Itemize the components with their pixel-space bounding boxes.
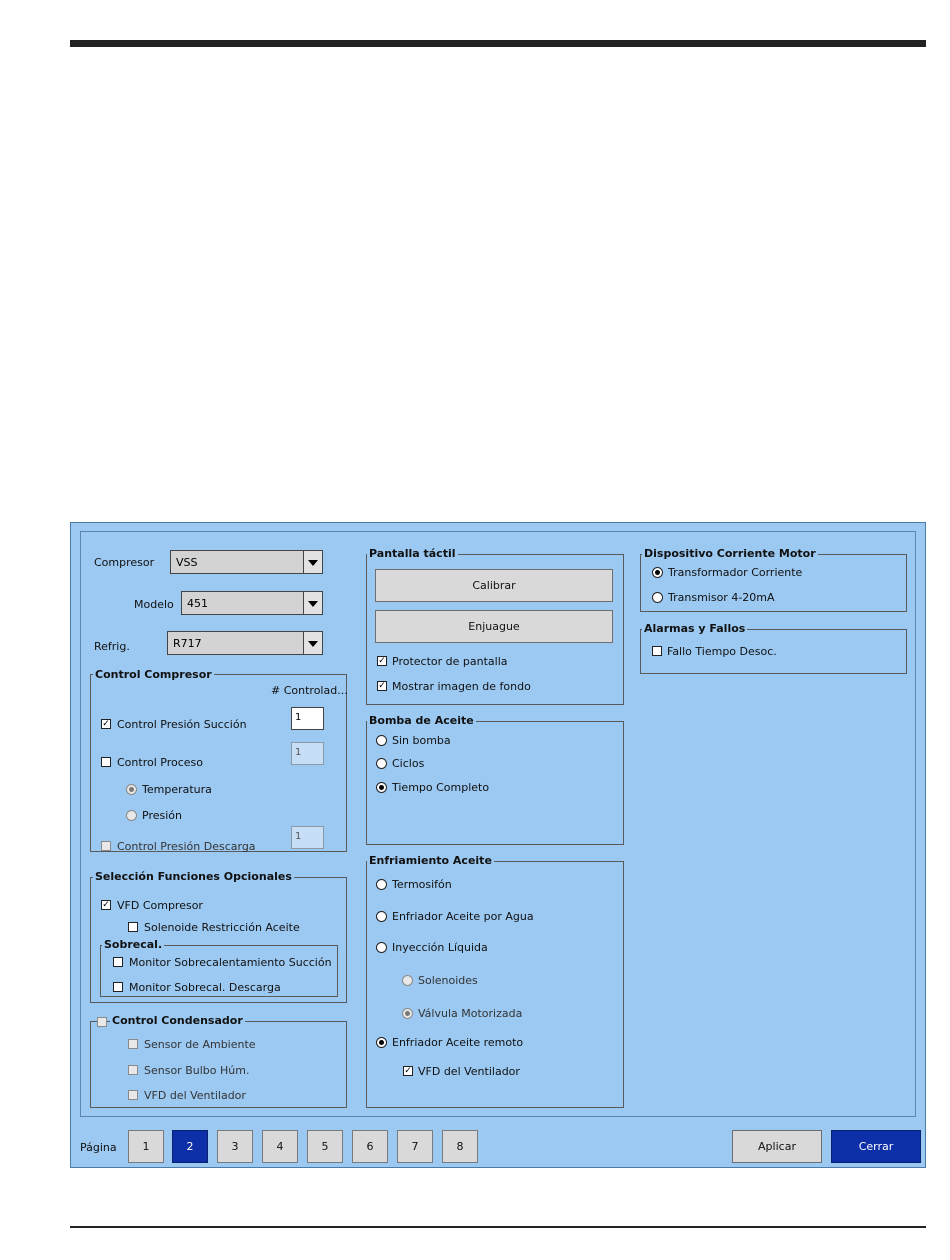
full-time-radio[interactable] <box>376 782 387 793</box>
compressor-value: VSS <box>176 556 198 569</box>
close-button[interactable]: Cerrar <box>831 1130 921 1163</box>
transformer-label: Transformador Corriente <box>668 566 803 579</box>
pressure-radio[interactable] <box>126 810 137 821</box>
model-label: Modelo <box>134 598 174 611</box>
page-button-8[interactable]: 8 <box>442 1130 478 1163</box>
temperature-radio[interactable] <box>126 784 137 795</box>
solenoids-radio[interactable] <box>402 975 413 986</box>
discharge-superheat-label: Monitor Sobrecal. Descarga <box>129 981 281 994</box>
discharge-superheat-checkbox[interactable] <box>113 982 123 992</box>
full-time-label: Tiempo Completo <box>392 781 490 794</box>
pressure-label: Presión <box>142 809 182 822</box>
model-value: 451 <box>187 597 208 610</box>
ambient-sensor-label: Sensor de Ambiente <box>144 1038 256 1051</box>
bottom-rule <box>70 1226 926 1228</box>
superheat-title: Sobrecal. <box>104 938 163 951</box>
remote-cooler-radio[interactable] <box>376 1037 387 1048</box>
chevron-down-icon[interactable] <box>303 632 322 654</box>
page-button-6[interactable]: 6 <box>352 1130 388 1163</box>
process-count[interactable]: 1 <box>291 742 324 765</box>
suction-superheat-checkbox[interactable] <box>113 957 123 967</box>
model-select[interactable] <box>181 591 323 615</box>
liquid-injection-label: Inyección Líquida <box>392 941 488 954</box>
suction-pressure-checkbox[interactable]: ✓ <box>102 719 110 729</box>
oil-restriction-checkbox[interactable] <box>128 922 138 932</box>
transmitter-radio[interactable] <box>652 592 663 603</box>
control-compresor-title: Control Compresor <box>95 668 212 681</box>
alarms-title: Alarmas y Fallos <box>644 622 746 635</box>
condenser-checkbox[interactable] <box>97 1017 107 1027</box>
discharge-pressure-label: Control Presión Descarga <box>117 840 256 853</box>
cycles-radio[interactable] <box>376 758 387 769</box>
rinse-button[interactable]: Enjuague <box>375 610 613 643</box>
chevron-down-icon[interactable] <box>303 592 322 614</box>
no-pump-radio[interactable] <box>376 735 387 746</box>
refrigerant-select[interactable] <box>167 631 323 655</box>
condenser-fan-vfd-checkbox[interactable] <box>128 1090 138 1100</box>
process-checkbox[interactable] <box>101 757 111 767</box>
page-button-2[interactable]: 2 <box>172 1130 208 1163</box>
wet-bulb-label: Sensor Bulbo Húm. <box>144 1064 250 1077</box>
liquid-injection-radio[interactable] <box>376 942 387 953</box>
setup-window <box>70 522 926 1168</box>
defrost-timeout-checkbox[interactable] <box>652 646 662 656</box>
controllers-header: # Controlad... <box>271 684 348 697</box>
background-image-label: Mostrar imagen de fondo <box>392 680 531 693</box>
apply-button[interactable]: Aplicar <box>732 1130 822 1163</box>
touchscreen-title: Pantalla táctil <box>369 547 456 560</box>
water-cooler-label: Enfriador Aceite por Agua <box>392 910 534 923</box>
page-button-4[interactable]: 4 <box>262 1130 298 1163</box>
transmitter-label: Transmisor 4-20mA <box>668 591 775 604</box>
compressor-select[interactable] <box>170 550 323 574</box>
motor-current-title: Dispositivo Corriente Motor <box>644 547 816 560</box>
compressor-label: Compresor <box>94 556 155 569</box>
water-cooler-radio[interactable] <box>376 911 387 922</box>
calibrate-button[interactable]: Calibrar <box>375 569 613 602</box>
refrigerant-label: Refrig. <box>94 640 130 653</box>
screensaver-label: Protector de pantalla <box>392 655 508 668</box>
cycles-label: Ciclos <box>392 757 425 770</box>
motorized-valve-radio[interactable] <box>402 1008 413 1019</box>
optional-functions-title: Selección Funciones Opcionales <box>95 870 292 883</box>
wet-bulb-checkbox[interactable] <box>128 1065 138 1075</box>
thermosiphon-label: Termosifón <box>392 878 452 891</box>
settings-panel <box>80 531 916 1117</box>
page-button-3[interactable]: 3 <box>217 1130 253 1163</box>
vfd-compressor-label: VFD Compresor <box>117 899 203 912</box>
oil-fan-vfd-checkbox[interactable]: ✓ <box>404 1066 412 1076</box>
condenser-fan-vfd-label: VFD del Ventilador <box>144 1089 246 1102</box>
vfd-compressor-checkbox[interactable]: ✓ <box>102 900 110 910</box>
discharge-pressure-checkbox[interactable] <box>101 841 111 851</box>
background-image-checkbox[interactable]: ✓ <box>378 681 386 691</box>
screensaver-checkbox[interactable]: ✓ <box>378 656 386 666</box>
ambient-sensor-checkbox[interactable] <box>128 1039 138 1049</box>
refrigerant-value: R717 <box>173 637 202 650</box>
page-button-5[interactable]: 5 <box>307 1130 343 1163</box>
remote-cooler-label: Enfriador Aceite remoto <box>392 1036 524 1049</box>
suction-pressure-count[interactable]: 1 <box>291 707 324 730</box>
condenser-title: Control Condensador <box>112 1014 243 1027</box>
transformer-radio[interactable] <box>652 567 663 578</box>
motorized-valve-label: Válvula Motorizada <box>418 1007 523 1020</box>
suction-pressure-label: Control Presión Succión <box>117 718 247 731</box>
suction-superheat-label: Monitor Sobrecalentamiento Succión <box>129 956 332 969</box>
defrost-timeout-label: Fallo Tiempo Desoc. <box>667 645 777 658</box>
oil-cooling-title: Enfriamiento Aceite <box>369 854 492 867</box>
page-label: Página <box>80 1141 117 1154</box>
process-label: Control Proceso <box>117 756 203 769</box>
no-pump-label: Sin bomba <box>392 734 451 747</box>
oil-pump-title: Bomba de Aceite <box>369 714 474 727</box>
oil-fan-vfd-label: VFD del Ventilador <box>418 1065 520 1078</box>
oil-restriction-label: Solenoide Restricción Aceite <box>144 921 300 934</box>
discharge-pressure-count[interactable]: 1 <box>291 826 324 849</box>
top-rule <box>70 40 926 47</box>
solenoids-label: Solenoides <box>418 974 478 987</box>
page-button-1[interactable]: 1 <box>128 1130 164 1163</box>
temperature-label: Temperatura <box>142 783 212 796</box>
page-button-7[interactable]: 7 <box>397 1130 433 1163</box>
thermosiphon-radio[interactable] <box>376 879 387 890</box>
chevron-down-icon[interactable] <box>303 551 322 573</box>
